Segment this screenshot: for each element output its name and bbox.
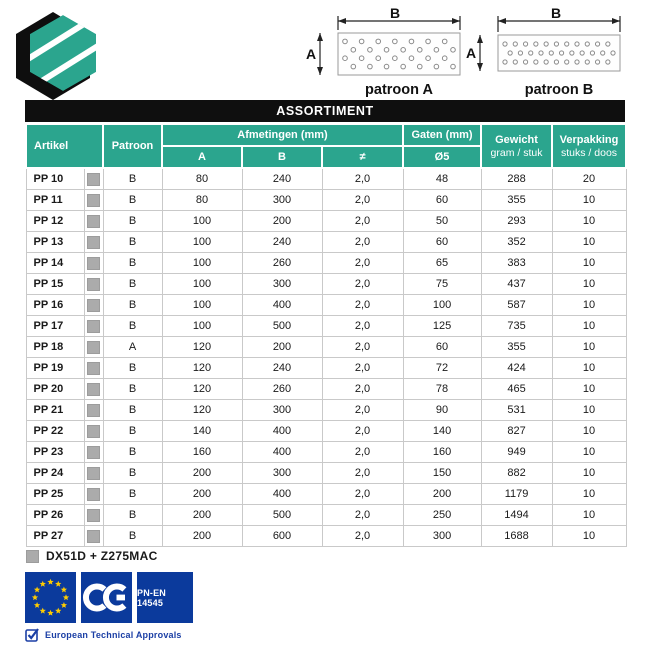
patroon-cell: B bbox=[103, 379, 162, 400]
ce-mark-icon bbox=[81, 572, 132, 623]
hole-diameter-cell: 75 bbox=[403, 274, 481, 295]
material-swatch-icon bbox=[87, 383, 100, 396]
dim-a-cell: 100 bbox=[162, 274, 242, 295]
header-col-b: B bbox=[242, 146, 322, 168]
patroon-cell: B bbox=[103, 505, 162, 526]
thickness-cell: 2,0 bbox=[322, 463, 403, 484]
dim-a-cell: 80 bbox=[162, 168, 242, 190]
verpakking-cell: 20 bbox=[552, 168, 626, 190]
dim-a-cell: 120 bbox=[162, 379, 242, 400]
dim-a-cell: 120 bbox=[162, 400, 242, 421]
material-swatch-cell bbox=[84, 295, 103, 316]
hole-diameter-cell: 60 bbox=[403, 232, 481, 253]
verpakking-cell: 10 bbox=[552, 442, 626, 463]
material-swatch-icon bbox=[87, 194, 100, 207]
verpakking-cell: 10 bbox=[552, 484, 626, 505]
verpakking-cell: 10 bbox=[552, 400, 626, 421]
gewicht-cell: 1494 bbox=[481, 505, 552, 526]
thickness-cell: 2,0 bbox=[322, 442, 403, 463]
verpakking-cell: 10 bbox=[552, 232, 626, 253]
material-swatch-icon bbox=[87, 299, 100, 312]
material-swatch-cell bbox=[84, 232, 103, 253]
header-col-diameter: Ø5 bbox=[403, 146, 481, 168]
table-row bbox=[26, 421, 626, 442]
dim-b-cell: 240 bbox=[242, 358, 322, 379]
patroon-cell: B bbox=[103, 463, 162, 484]
table-row bbox=[26, 484, 626, 505]
dim-a-cell: 140 bbox=[162, 421, 242, 442]
table-row bbox=[26, 526, 626, 547]
thickness-cell: 2,0 bbox=[322, 358, 403, 379]
patroon-cell: B bbox=[103, 484, 162, 505]
dim-b-label: B bbox=[550, 6, 562, 21]
artikel-cell: PP 13 bbox=[26, 232, 84, 253]
header-afmetingen: Afmetingen (mm) bbox=[162, 124, 403, 146]
dim-b-cell: 200 bbox=[242, 337, 322, 358]
header-col-thickness: ≠ bbox=[322, 146, 403, 168]
material-swatch-cell bbox=[84, 337, 103, 358]
dim-a-cell: 200 bbox=[162, 526, 242, 547]
patroon-cell: B bbox=[103, 168, 162, 190]
hole-diameter-cell: 60 bbox=[403, 337, 481, 358]
verpakking-cell: 10 bbox=[552, 421, 626, 442]
gewicht-cell: 949 bbox=[481, 442, 552, 463]
patroon-cell: B bbox=[103, 400, 162, 421]
material-swatch-cell bbox=[84, 253, 103, 274]
table-title: ASSORTIMENT bbox=[25, 100, 625, 122]
patroon-cell: B bbox=[103, 295, 162, 316]
hole-diameter-cell: 125 bbox=[403, 316, 481, 337]
dim-b-cell: 400 bbox=[242, 484, 322, 505]
thickness-cell: 2,0 bbox=[322, 484, 403, 505]
dim-a-cell: 200 bbox=[162, 463, 242, 484]
gewicht-cell: 288 bbox=[481, 168, 552, 190]
dim-b-cell: 240 bbox=[242, 232, 322, 253]
standard-badge bbox=[137, 572, 193, 623]
dim-a-cell: 200 bbox=[162, 484, 242, 505]
gewicht-cell: 1179 bbox=[481, 484, 552, 505]
company-logo hexagon-logo-icon bbox=[6, 6, 106, 102]
material-swatch-cell bbox=[84, 505, 103, 526]
gewicht-cell: 355 bbox=[481, 337, 552, 358]
dim-a-cell: 200 bbox=[162, 505, 242, 526]
gewicht-cell: 293 bbox=[481, 211, 552, 232]
material-swatch-cell bbox=[84, 463, 103, 484]
dim-b-cell: 260 bbox=[242, 379, 322, 400]
artikel-cell: PP 10 bbox=[26, 168, 84, 190]
header-verpakking-sub: stuks / doos bbox=[561, 146, 618, 159]
thickness-cell: 2,0 bbox=[322, 379, 403, 400]
dim-b-cell: 500 bbox=[242, 505, 322, 526]
artikel-cell: PP 16 bbox=[26, 295, 84, 316]
patroon-cell: B bbox=[103, 316, 162, 337]
table-row bbox=[26, 463, 626, 484]
thickness-cell: 2,0 bbox=[322, 526, 403, 547]
dim-b-cell: 240 bbox=[242, 168, 322, 190]
dim-a-cell: 80 bbox=[162, 190, 242, 211]
dim-a-cell: 100 bbox=[162, 295, 242, 316]
thickness-cell: 2,0 bbox=[322, 253, 403, 274]
material-swatch-cell bbox=[84, 358, 103, 379]
dim-a-cell: 100 bbox=[162, 253, 242, 274]
table-row bbox=[26, 505, 626, 526]
patroon-a-diagram bbox=[303, 6, 471, 100]
artikel-cell: PP 20 bbox=[26, 379, 84, 400]
material-swatch-cell bbox=[84, 316, 103, 337]
eta-approvals bbox=[25, 627, 182, 642]
artikel-cell: PP 24 bbox=[26, 463, 84, 484]
hole-diameter-cell: 60 bbox=[403, 190, 481, 211]
table-row bbox=[26, 337, 626, 358]
dim-b-cell: 400 bbox=[242, 421, 322, 442]
hole-diameter-cell: 150 bbox=[403, 463, 481, 484]
artikel-cell: PP 18 bbox=[26, 337, 84, 358]
thickness-cell: 2,0 bbox=[322, 400, 403, 421]
artikel-cell: PP 21 bbox=[26, 400, 84, 421]
thickness-cell: 2,0 bbox=[322, 168, 403, 190]
table-row bbox=[26, 211, 626, 232]
verpakking-cell: 10 bbox=[552, 211, 626, 232]
material-legend-label: DX51D + Z275MAC bbox=[46, 549, 158, 563]
thickness-cell: 2,0 bbox=[322, 337, 403, 358]
header-gewicht bbox=[481, 124, 552, 168]
verpakking-cell: 10 bbox=[552, 274, 626, 295]
table-row bbox=[26, 295, 626, 316]
dim-b-label: B bbox=[389, 6, 401, 21]
gewicht-cell: 352 bbox=[481, 232, 552, 253]
artikel-cell: PP 22 bbox=[26, 421, 84, 442]
verpakking-cell: 10 bbox=[552, 337, 626, 358]
header-verpakking-title: Verpakking bbox=[559, 133, 619, 146]
patroon-cell: B bbox=[103, 211, 162, 232]
assortment-table-body bbox=[26, 168, 626, 547]
gewicht-cell: 531 bbox=[481, 400, 552, 421]
hole-diameter-cell: 65 bbox=[403, 253, 481, 274]
hole-diameter-cell: 200 bbox=[403, 484, 481, 505]
hole-diameter-cell: 160 bbox=[403, 442, 481, 463]
thickness-cell: 2,0 bbox=[322, 190, 403, 211]
table-row bbox=[26, 379, 626, 400]
table-row bbox=[26, 316, 626, 337]
material-swatch-cell bbox=[84, 442, 103, 463]
patroon-a-label: patroon A bbox=[365, 82, 433, 98]
material-swatch-cell bbox=[84, 168, 103, 190]
eta-label: European Technical Approvals bbox=[45, 629, 182, 640]
dim-b-cell: 300 bbox=[242, 274, 322, 295]
header-artikel: Artikel bbox=[26, 124, 103, 168]
dim-b-cell: 500 bbox=[242, 316, 322, 337]
thickness-cell: 2,0 bbox=[322, 316, 403, 337]
dim-a-cell: 100 bbox=[162, 211, 242, 232]
artikel-cell: PP 23 bbox=[26, 442, 84, 463]
hole-diameter-cell: 90 bbox=[403, 400, 481, 421]
header-gaten: Gaten (mm) bbox=[403, 124, 481, 146]
table-row bbox=[26, 442, 626, 463]
material-swatch-icon bbox=[87, 341, 100, 354]
patroon-cell: B bbox=[103, 232, 162, 253]
dim-a-cell: 160 bbox=[162, 442, 242, 463]
standard-badge-label: PN-EN 14545 bbox=[137, 587, 167, 608]
gewicht-cell: 1688 bbox=[481, 526, 552, 547]
gewicht-cell: 355 bbox=[481, 190, 552, 211]
patroon-cell: B bbox=[103, 190, 162, 211]
gewicht-cell: 424 bbox=[481, 358, 552, 379]
header-gewicht-title: Gewicht bbox=[495, 133, 538, 146]
header-verpakking bbox=[552, 124, 626, 168]
material-swatch-cell bbox=[84, 526, 103, 547]
dim-a-label: A bbox=[466, 45, 477, 61]
gewicht-cell: 827 bbox=[481, 421, 552, 442]
verpakking-cell: 10 bbox=[552, 316, 626, 337]
thickness-cell: 2,0 bbox=[322, 274, 403, 295]
dim-a-cell: 120 bbox=[162, 358, 242, 379]
material-swatch-cell bbox=[84, 274, 103, 295]
header-col-a: A bbox=[162, 146, 242, 168]
table-row bbox=[26, 190, 626, 211]
hole-diameter-cell: 300 bbox=[403, 526, 481, 547]
dim-a-label: A bbox=[306, 46, 317, 62]
material-swatch-icon bbox=[87, 509, 100, 522]
plate-a-illustration bbox=[338, 33, 460, 75]
hole-diameter-cell: 78 bbox=[403, 379, 481, 400]
thickness-cell: 2,0 bbox=[322, 232, 403, 253]
material-legend bbox=[26, 549, 158, 563]
material-swatch-icon bbox=[87, 278, 100, 291]
material-swatch-cell bbox=[84, 379, 103, 400]
material-swatch-icon bbox=[87, 425, 100, 438]
material-swatch-icon bbox=[87, 446, 100, 459]
material-swatch-icon bbox=[87, 362, 100, 375]
gewicht-cell: 735 bbox=[481, 316, 552, 337]
dim-b-cell: 400 bbox=[242, 295, 322, 316]
material-swatch-icon bbox=[87, 320, 100, 333]
artikel-cell: PP 17 bbox=[26, 316, 84, 337]
gewicht-cell: 437 bbox=[481, 274, 552, 295]
material-swatch-cell bbox=[84, 421, 103, 442]
header-gewicht-sub: gram / stuk bbox=[490, 146, 543, 159]
dim-b-cell: 200 bbox=[242, 211, 322, 232]
patroon-b-label: patroon B bbox=[524, 82, 594, 98]
dim-b-cell: 600 bbox=[242, 526, 322, 547]
checkbox-checked-icon bbox=[25, 627, 40, 642]
material-swatch-icon bbox=[87, 530, 100, 543]
hole-diameter-cell: 100 bbox=[403, 295, 481, 316]
dim-b-cell: 300 bbox=[242, 190, 322, 211]
dim-a-cell: 100 bbox=[162, 316, 242, 337]
material-swatch-cell bbox=[84, 190, 103, 211]
table-row bbox=[26, 168, 626, 190]
hole-diameter-cell: 48 bbox=[403, 168, 481, 190]
hole-diameter-cell: 72 bbox=[403, 358, 481, 379]
dim-a-cell: 120 bbox=[162, 337, 242, 358]
patroon-cell: B bbox=[103, 526, 162, 547]
material-swatch-icon bbox=[87, 173, 100, 186]
gewicht-cell: 383 bbox=[481, 253, 552, 274]
material-swatch-icon bbox=[87, 404, 100, 417]
patroon-cell: B bbox=[103, 274, 162, 295]
table-row bbox=[26, 232, 626, 253]
dim-b-cell: 400 bbox=[242, 442, 322, 463]
patroon-cell: B bbox=[103, 253, 162, 274]
material-swatch-icon bbox=[87, 257, 100, 270]
verpakking-cell: 10 bbox=[552, 190, 626, 211]
table-row bbox=[26, 274, 626, 295]
gewicht-cell: 882 bbox=[481, 463, 552, 484]
artikel-cell: PP 26 bbox=[26, 505, 84, 526]
artikel-cell: PP 14 bbox=[26, 253, 84, 274]
hole-diameter-cell: 50 bbox=[403, 211, 481, 232]
artikel-cell: PP 15 bbox=[26, 274, 84, 295]
dim-a-cell: 100 bbox=[162, 232, 242, 253]
material-swatch-cell bbox=[84, 484, 103, 505]
verpakking-cell: 10 bbox=[552, 526, 626, 547]
verpakking-cell: 10 bbox=[552, 358, 626, 379]
table-row bbox=[26, 400, 626, 421]
artikel-cell: PP 25 bbox=[26, 484, 84, 505]
thickness-cell: 2,0 bbox=[322, 295, 403, 316]
dim-b-cell: 300 bbox=[242, 400, 322, 421]
patroon-cell: A bbox=[103, 337, 162, 358]
thickness-cell: 2,0 bbox=[322, 505, 403, 526]
gewicht-cell: 587 bbox=[481, 295, 552, 316]
artikel-cell: PP 19 bbox=[26, 358, 84, 379]
material-swatch-icon bbox=[26, 550, 39, 563]
thickness-cell: 2,0 bbox=[322, 211, 403, 232]
patroon-cell: B bbox=[103, 421, 162, 442]
patroon-cell: B bbox=[103, 442, 162, 463]
material-swatch-cell bbox=[84, 400, 103, 421]
hole-diameter-cell: 140 bbox=[403, 421, 481, 442]
eu-flag-icon bbox=[25, 572, 76, 623]
material-swatch-cell bbox=[84, 211, 103, 232]
artikel-cell: PP 27 bbox=[26, 526, 84, 547]
patroon-cell: B bbox=[103, 358, 162, 379]
dim-b-cell: 300 bbox=[242, 463, 322, 484]
thickness-cell: 2,0 bbox=[322, 421, 403, 442]
artikel-cell: PP 11 bbox=[26, 190, 84, 211]
verpakking-cell: 10 bbox=[552, 295, 626, 316]
table-row bbox=[26, 358, 626, 379]
material-swatch-icon bbox=[87, 215, 100, 228]
artikel-cell: PP 12 bbox=[26, 211, 84, 232]
verpakking-cell: 10 bbox=[552, 253, 626, 274]
patroon-b-diagram bbox=[466, 6, 632, 100]
material-swatch-icon bbox=[87, 236, 100, 249]
gewicht-cell: 465 bbox=[481, 379, 552, 400]
verpakking-cell: 10 bbox=[552, 379, 626, 400]
table-row bbox=[26, 253, 626, 274]
material-swatch-icon bbox=[87, 488, 100, 501]
material-swatch-icon bbox=[87, 467, 100, 480]
certification-badges bbox=[25, 572, 193, 623]
assortment-table bbox=[25, 100, 625, 547]
header-patroon: Patroon bbox=[103, 124, 162, 168]
verpakking-cell: 10 bbox=[552, 505, 626, 526]
hole-diameter-cell: 250 bbox=[403, 505, 481, 526]
dim-b-cell: 260 bbox=[242, 253, 322, 274]
verpakking-cell: 10 bbox=[552, 463, 626, 484]
